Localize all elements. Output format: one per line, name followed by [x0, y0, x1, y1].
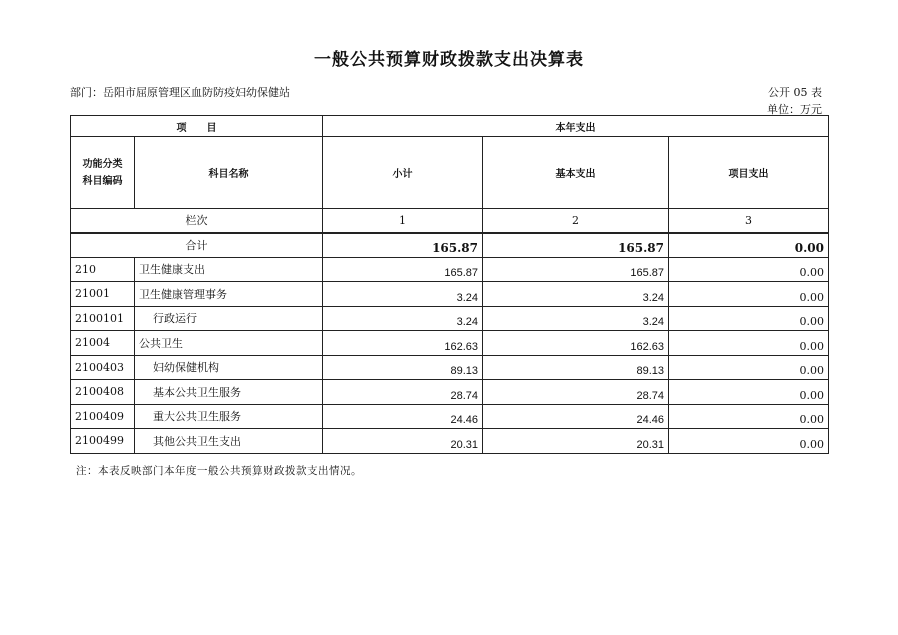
row-basic: 165.87: [483, 257, 669, 282]
row-project: 0.00: [669, 306, 829, 331]
row-basic: 28.74: [483, 380, 669, 405]
row-subtotal: 24.46: [323, 404, 483, 429]
form-code: 公开 05 表: [768, 86, 822, 99]
total-row: [71, 233, 829, 258]
row-basic: 89.13: [483, 355, 669, 380]
data-rows: [71, 257, 829, 453]
row-code: 2100403: [71, 355, 135, 380]
row-name: 其他公共卫生支出: [135, 429, 323, 454]
unit-label: 单位：万元: [767, 103, 822, 116]
row-name: 重大公共卫生服务: [135, 404, 323, 429]
row-basic: 3.24: [483, 282, 669, 307]
header-subject-name: 科目名称: [135, 137, 323, 209]
row-name: 公共卫生: [135, 331, 323, 356]
row-subtotal: 165.87: [323, 257, 483, 282]
table-row: [71, 306, 829, 331]
page-title: 一般公共预算财政拨款支出决算表: [314, 50, 584, 70]
row-code: 21004: [71, 331, 135, 356]
table-row: [71, 404, 829, 429]
header-project-expense: 项目支出: [669, 137, 829, 209]
row-subtotal: 89.13: [323, 355, 483, 380]
row-subtotal: 162.63: [323, 331, 483, 356]
row-name: 卫生健康支出: [135, 257, 323, 282]
total-project: 0.00: [669, 233, 829, 258]
header-func-code: [71, 137, 135, 209]
row-name: 妇幼保健机构: [135, 355, 323, 380]
table-row: [71, 257, 829, 282]
row-subtotal: 3.24: [323, 306, 483, 331]
header-row-1: [71, 116, 829, 137]
column-number-3: 3: [669, 209, 829, 233]
department-label: 部门：岳阳市屈原管理区血防防疫妇幼保健站: [70, 86, 290, 99]
row-project: 0.00: [669, 331, 829, 356]
header-row-2: [71, 137, 829, 209]
row-code: 2100408: [71, 380, 135, 405]
column-number-label: 栏次: [71, 209, 323, 233]
row-name: 卫生健康管理事务: [135, 282, 323, 307]
row-code: 2100101: [71, 306, 135, 331]
footnote: 注：本表反映部门本年度一般公共预算财政拨款支出情况。: [76, 465, 362, 477]
row-project: 0.00: [669, 257, 829, 282]
header-current-year-expense: 本年支出: [323, 116, 829, 137]
row-basic: 24.46: [483, 404, 669, 429]
header-item: 项 目: [71, 116, 323, 137]
header-subtotal: 小计: [323, 137, 483, 209]
row-code: 2100499: [71, 429, 135, 454]
row-subtotal: 28.74: [323, 380, 483, 405]
row-code: 210: [71, 257, 135, 282]
column-number-2: 2: [483, 209, 669, 233]
total-subtotal: 165.87: [323, 233, 483, 258]
total-basic: 165.87: [483, 233, 669, 258]
total-label: 合计: [71, 233, 323, 258]
row-name: 行政运行: [135, 306, 323, 331]
row-basic: 20.31: [483, 429, 669, 454]
table-row: [71, 331, 829, 356]
row-name: 基本公共卫生服务: [135, 380, 323, 405]
row-basic: 162.63: [483, 331, 669, 356]
func-code-text: 功能分类 科目编码: [82, 158, 123, 187]
row-basic: 3.24: [483, 306, 669, 331]
column-number-row: [71, 209, 829, 233]
row-project: 0.00: [669, 355, 829, 380]
header-basic-expense: 基本支出: [483, 137, 669, 209]
column-number-1: 1: [323, 209, 483, 233]
row-subtotal: 3.24: [323, 282, 483, 307]
row-code: 21001: [71, 282, 135, 307]
table-row: [71, 429, 829, 454]
row-project: 0.00: [669, 380, 829, 405]
table-row: [71, 355, 829, 380]
row-subtotal: 20.31: [323, 429, 483, 454]
expense-table: [70, 115, 829, 454]
table-row: [71, 282, 829, 307]
row-code: 2100409: [71, 404, 135, 429]
row-project: 0.00: [669, 429, 829, 454]
row-project: 0.00: [669, 282, 829, 307]
row-project: 0.00: [669, 404, 829, 429]
table-row: [71, 380, 829, 405]
